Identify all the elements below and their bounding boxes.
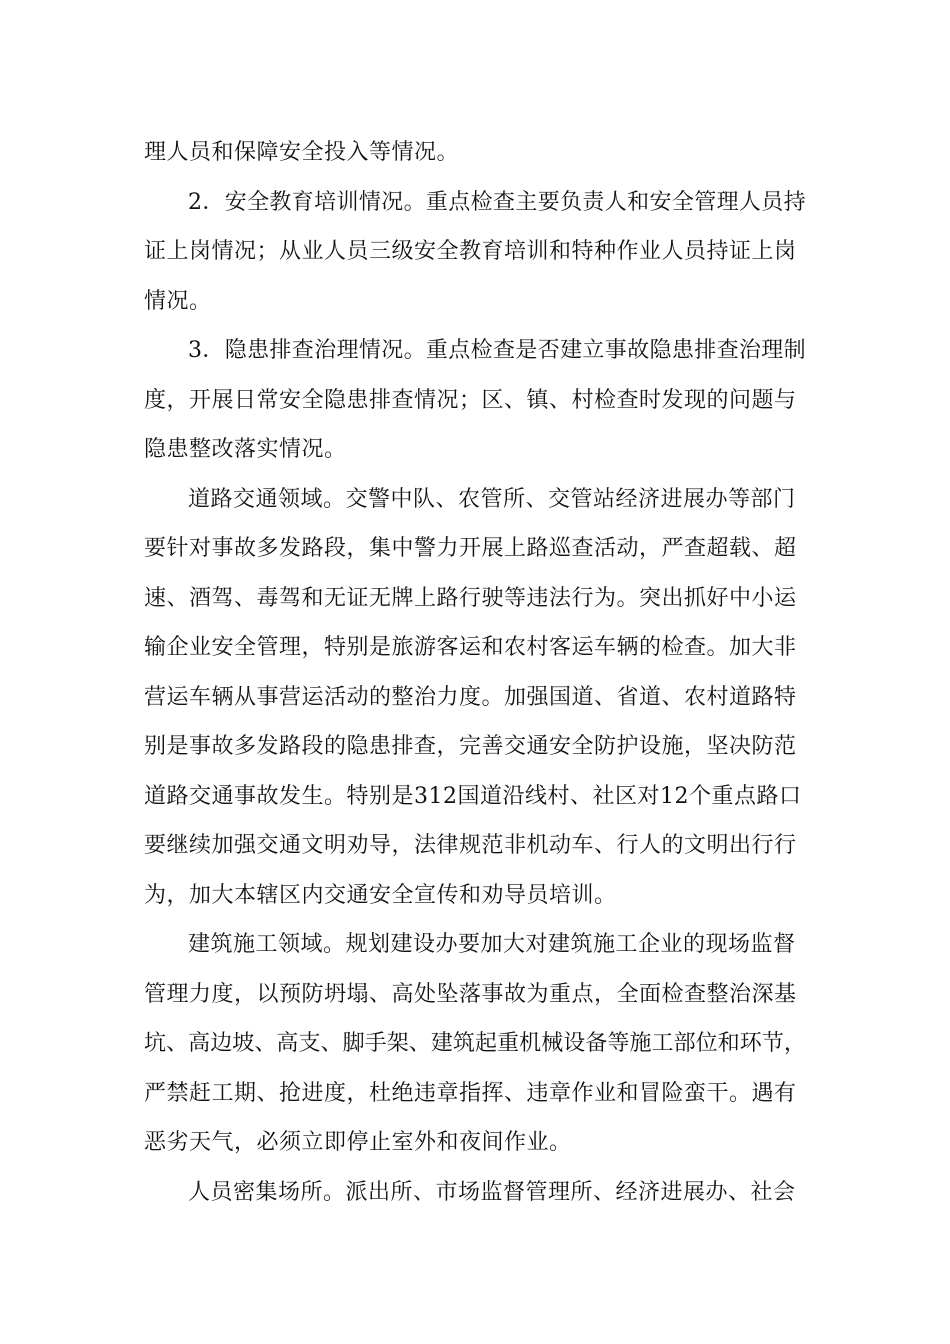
text-line: 恶劣天气，必须立即停止室外和夜间作业。	[144, 1130, 572, 1155]
text-line: 要针对事故多发路段，集中警力开展上路巡查活动，严查超载、超	[144, 536, 797, 561]
text-line: 建筑施工领域。规划建设办要加大对建筑施工企业的现场监督	[188, 932, 796, 957]
text-line: 情况。	[144, 288, 212, 314]
text-line: 管理力度，以预防坍塌、高处坠落事故为重点，全面检查整治深基	[144, 981, 797, 1007]
text-line: 理人员和保障安全投入等情况。	[144, 140, 460, 165]
text-line: 严禁赶工期、抢进度，杜绝违章指挥、违章作业和冒险蛮干。遇有	[144, 1080, 797, 1106]
body-text	[144, 128, 806, 1217]
text-line: 2．安全教育培训情况。重点检查主要负责人和安全管理人员持	[188, 189, 806, 215]
text-line: 要继续加强交通文明劝导，法律规范非机动车、行人的文明出行行	[144, 833, 797, 858]
text-line: 隐患整改落实情况。	[144, 437, 347, 462]
text-line: 速、酒驾、毒驾和无证无牌上路行驶等违法行为。突出抓好中小运	[144, 585, 797, 611]
text-line: 人员密集场所。派出所、市场监督管理所、经济进展办、社会	[188, 1179, 796, 1205]
text-line: 道路交通事故发生。特别是312国道沿线村、社区对12个重点路口	[144, 783, 802, 809]
text-line: 为，加大本辖区内交通安全宣传和劝导员培训。	[144, 882, 617, 908]
text-line: 度，开展日常安全隐患排查情况；区、镇、村检查时发现的问题与	[144, 387, 797, 413]
text-line: 3．隐患排查治理情况。重点检查是否建立事故隐患排查治理制	[188, 338, 806, 363]
text-line: 道路交通领域。交警中队、农管所、交管站经济进展办等部门	[188, 486, 796, 512]
text-line: 证上岗情况；从业人员三级安全教育培训和特种作业人员持证上岗	[144, 239, 797, 264]
text-line: 坑、高边坡、高支、脚手架、建筑起重机械设备等施工部位和环节，	[144, 1031, 807, 1056]
text-line: 别是事故多发路段的隐患排查，完善交通安全防护设施，坚决防范	[144, 734, 797, 759]
text-line: 输企业安全管理，特别是旅游客运和农村客运车辆的检查。加大非	[144, 635, 797, 660]
text-line: 营运车辆从事营运活动的整治力度。加强国道、省道、农村道路特	[144, 684, 797, 710]
